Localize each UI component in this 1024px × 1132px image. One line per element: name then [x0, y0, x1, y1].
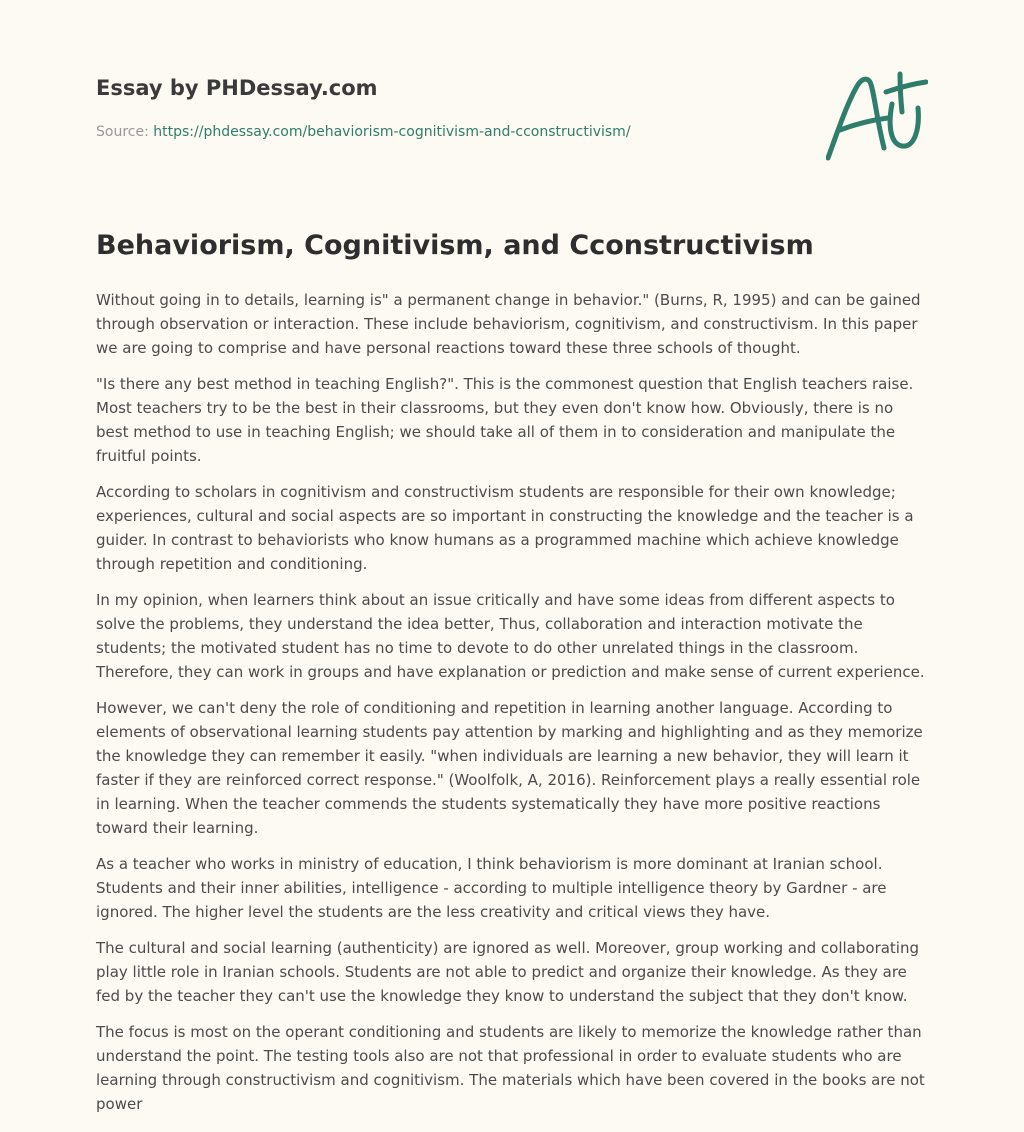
essay-paragraph: The cultural and social learning (authenticity) are ignored as well. Moreover, group working and collaborating play little role in Iranian schools. Students are not able to predict and organize their knowledge. As they are fed by the teacher they can't use the knowledge they know to understand the subject that they don't know. — [96, 939, 920, 1005]
site-title: Essay by PHDessay.com — [96, 76, 378, 100]
source-line — [96, 124, 631, 140]
source-label: Source: — [96, 124, 154, 140]
essay-paragraph: Without going in to details, learning is" a permanent change in behavior." (Burns, R, 1995) and can be gained through observation or interaction. These include behaviorism, cognitivism, and constructivism. In this paper we are going to comprise and have personal reactions toward these three schools of thought. — [96, 291, 921, 357]
essay-paragraph: The focus is most on the operant conditioning and students are likely to memorize the knowledge rather than understand the point. The testing tools also are not that professional in order to evaluate students who are learning through constructivism and cognitivism. The materials which have been covered in the books are not power — [96, 1023, 925, 1113]
page-header — [96, 0, 928, 190]
essay-paragraph: In my opinion, when learners think about an issue critically and have some ideas from different aspects to solve the problems, they understand the idea better, Thus, collaboration and interaction motivate the students; the motivated student has no time to devote to do other unrelated things in the classroom. Therefore, they can work in groups and have explanation or prediction and make sense of current experience. — [96, 591, 925, 681]
essay-paragraph: "Is there any best method in teaching English?". This is the commonest question that English teachers raise. Most teachers try to be the best in their classrooms, but they even don't know how. Obviously, there is no best method to use in teaching English; we should take all of them in to consideration and manipulate the fruitful points. — [96, 375, 914, 465]
essay-content — [96, 228, 928, 1128]
essay-paragraph: As a teacher who works in ministry of education, I think behaviorism is more dominant at Iranian school. Students and their inner abilities, intelligence - according to multiple intelligence theory by Gardner - are ignored. The higher level the students are the less creativity and critical views they have. — [96, 855, 887, 921]
essay-title: Behaviorism, Cognitivism, and Cconstructivism — [96, 230, 814, 261]
source-link[interactable]: https://phdessay.com/behaviorism-cognitivism-and-cconstructivism/ — [153, 124, 631, 140]
essay-paragraph: According to scholars in cognitivism and constructivism students are responsible for their own knowledge; experiences, cultural and social aspects are so important in constructing the knowledge and the teacher is a guider. In contrast to behaviorists who know humans as a programmed machine which achieve knowledge through repetition and conditioning. — [96, 483, 914, 573]
essay-paragraph: However, we can't deny the role of conditioning and repetition in learning another language. According to elements of observational learning students pay attention by marking and highlighting and as they memorize the knowledge they can remember it easily. "when individuals are learning a new behavior, they will learn it faster if they are reinforced correct response." (Woolfolk, A, 2016). Reinforcement plays a really essential role in learning. When the teacher commends the students systematically they have more positive reactions toward their learning. — [96, 699, 923, 837]
a-plus-grade-icon — [826, 66, 928, 164]
